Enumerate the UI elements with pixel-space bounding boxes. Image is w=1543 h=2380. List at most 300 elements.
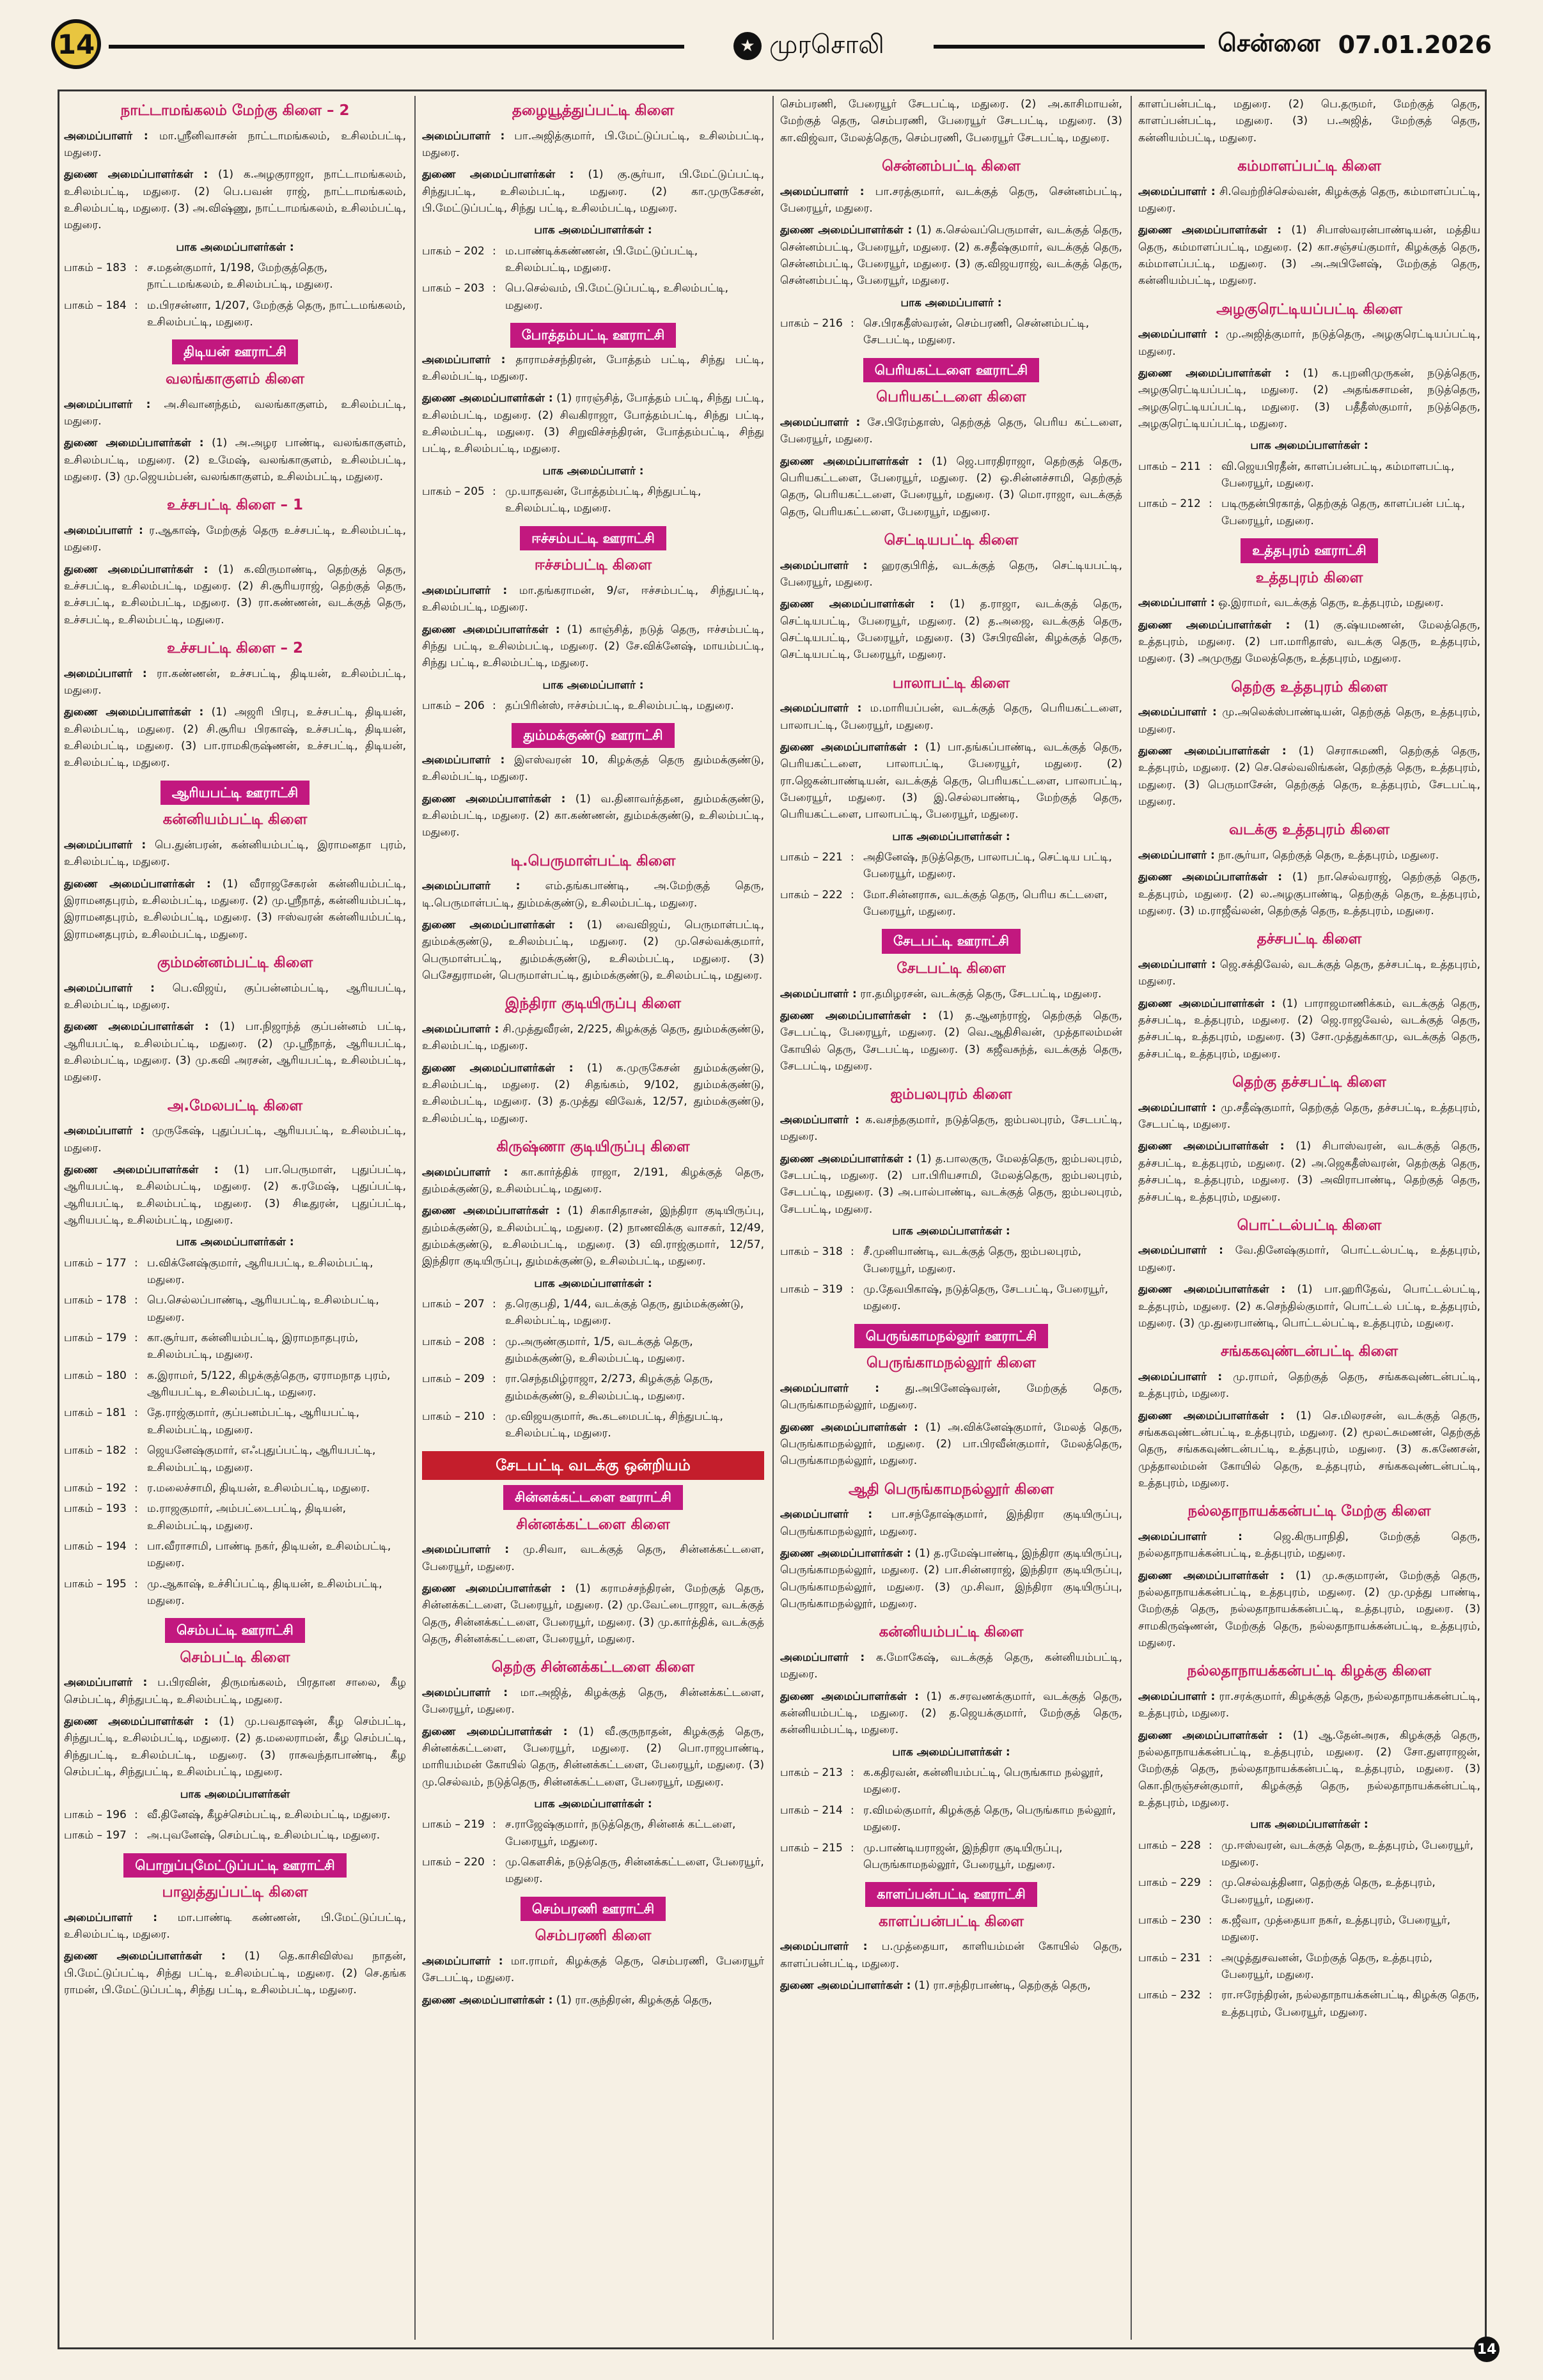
role-names: மா.அஜித், கிழக்குத் தெரு, சின்னக்கட்டளை, பேரையூர், மதுரை. [422, 1686, 764, 1716]
booth-number: பாகம் – 228 [1138, 1839, 1201, 1852]
role-label: துணை அமைப்பாளர்கள் : [1138, 871, 1283, 884]
booth-number: பாகம் – 210 [422, 1410, 485, 1424]
role-entry [422, 1580, 764, 1647]
role-entry [422, 1992, 764, 2009]
role-names: பா.அஜித்குமார், பி.மேட்டுப்பட்டி, உசிலம்பட்டி, மதுரை. [422, 129, 764, 159]
branch-section [1138, 1500, 1480, 1651]
booth-name: ம.ராஜகுமார், அம்பட்டைபட்டி, திடியன், உசிலம்பட்டி, மதுரை. [147, 1502, 346, 1532]
role-label: துணை அமைப்பாளர்கள் : [1138, 1729, 1283, 1742]
booth-subheading: பாக அமைப்பாளர்கள் : [534, 1797, 652, 1810]
role-names: (1) த.பாலகுரு, மேலத்தெரு, ஐம்பலபுரம், சேடபட்டி, மதுரை. (2) பா.பிரியசாமி, மேலத்தெரு, ஐம்பலபுரம், சேடபட்டி, மதுரை. (3) அ.பால்பாண்டி, வடக்குத் தெரு, ஐம்பலபுரம், சேடபட்டி, மதுரை. [780, 1152, 1122, 1216]
role-names: ரா.கண்ணன், உச்சபட்டி, திடியன், உசிலம்பட்டி, மதுரை. [64, 667, 406, 697]
booth-colon: : [492, 1410, 496, 1424]
role-names: எம்.தங்கபாண்டி, அ.மேற்குத் தெரு, டி.பெருமாள்பட்டி, தும்மக்குண்டு, உசிலம்பட்டி, மதுரை. [422, 880, 764, 910]
branch-heading: உத்தபுரம் கிளை [1255, 569, 1363, 586]
role-entry [780, 96, 1122, 146]
elephant-logo-icon: ★ [733, 32, 762, 60]
role-entry [1138, 1567, 1480, 1652]
role-label: துணை அமைப்பாளர்கள் : [64, 1715, 208, 1729]
branch-section [422, 1451, 764, 1647]
role-names: (1) பா.பெருமாள், புதுப்பட்டி, ஆரியபட்டி, உசிலம்பட்டி, மதுரை. (2) க.ரமேஷ், புதுப்பட்டி, ஆரியபட்டி, உசிலம்பட்டி, மதுரை. (3) சிடீதுரன், புதுப்பட்டி, ஆரியபட்டி, உசிலம்பட்டி, மதுரை. [64, 1163, 406, 1227]
role-entry [422, 390, 764, 457]
role-names: ப.பிரவின், திருமங்கலம், பிரதான சாலை, கீழ செம்பட்டி, சிந்துபட்டி, உசிலம்பட்டி, மதுரை. [64, 1676, 406, 1706]
masthead-brand [691, 27, 927, 65]
role-label: துணை அமைப்பாளர்கள் : [422, 623, 560, 636]
booth-row [1138, 1874, 1480, 1908]
role-names: ஒ.இராமர், வடக்குத் தெரு, உத்தபுரம், மதுரை. [1218, 596, 1444, 610]
dateline-city: சென்னை [1218, 29, 1320, 57]
booth-name: ர.மலைச்சாமி, திடியன், உசிலம்பட்டி, மதுரை. [147, 1481, 370, 1495]
booth-name: ம.பிரசன்னா, 1/207, மேற்குத் தெரு, நாட்டமங்கலம், உசிலம்பட்டி, மதுரை. [147, 299, 406, 329]
booth-name: க.கதிரவன், கன்னியம்பட்டி, பெருங்காம நல்லூர், மதுரை. [863, 1766, 1104, 1796]
booth-colon: : [1209, 1839, 1212, 1852]
role-entry [780, 1151, 1122, 1218]
role-names: ப.முத்தையா, காளியம்மன் கோயில் தெரு, காளப்பன்பட்டி, மதுரை. [780, 1940, 1122, 1970]
role-label: துணை அமைப்பாளர்கள் : [780, 224, 912, 237]
column-2 [422, 96, 764, 2340]
role-label: துணை அமைப்பாளர்கள் : [780, 1547, 911, 1560]
role-names: (1) வைவிஜய், பெருமாள்பட்டி, தும்மக்குண்டு, உசிலம்பட்டி, மதுரை. (2) மு.செல்வக்குமார், பெருமாள்பட்டி, தும்மக்குண்டு, உசிலம்பட்டி, மதுரை. (3) பெசேதுராமன், பெருமாள்பட்டி, தும்மக்குண்டு, உசிலம்பட்டி, மதுரை. [422, 918, 764, 982]
role-names: மா.தங்கராமன், 9/எ, ஈச்சம்பட்டி, சிந்துபட்டி, உசிலம்பட்டி, மதுரை. [422, 584, 764, 614]
booth-subheading: பாக அமைப்பாளர்கள் : [534, 1277, 652, 1290]
booth-number: பாகம் – 202 [422, 244, 485, 258]
branch-heading: நல்லதாநாயக்கன்பட்டி கிழக்கு கிளை [1187, 1663, 1432, 1680]
role-label: அமைப்பாளர் : [1138, 706, 1217, 719]
booth-number: பாகம் – 216 [780, 317, 843, 331]
role-names: மு.சதீஷ்குமார், தெற்குத் தெரு, தச்சபட்டி, உத்தபுரம், சேடபட்டி, மதுரை. [1138, 1101, 1480, 1132]
role-label: துணை அமைப்பாளர்கள் : [780, 455, 923, 468]
role-names: (1) வீ.குருநாதன், கிழக்குத் தெரு, சின்னக்கட்டளை, பேரையூர், மதுரை. (2) பொ.ராஜபாண்டி, மாரியம்மன் கோயில் தெரு, சின்னக்கட்டளை, பேரையூர், மதுரை. (3) மு.செல்வம், நடுத்தெரு, சின்னக்கட்டளை, பேரையூர், மதுரை. [422, 1725, 764, 1789]
role-names: (1) க.புறனிமுருகன், நடுத்தெரு, அழகுரெட்டியப்பட்டி, மதுரை. (2) அதங்கசாமன், நடுத்தெரு, அழகுரெட்டியப்பட்டி, மதுரை. (3) பதீதீஸ்குமார், நடுத்தெரு, அழகுரெட்டியப்பட்டி, மதுரை. [1138, 367, 1480, 431]
branch-section [1138, 1215, 1480, 1332]
role-entry [422, 352, 764, 385]
booth-row [1138, 1912, 1480, 1946]
role-entry [780, 1380, 1122, 1414]
role-entry [780, 739, 1122, 823]
role-label: துணை அமைப்பாளர்கள் : [422, 168, 574, 182]
branch-section [780, 1084, 1122, 1314]
branch-heading: சேடபட்டி கிளை [897, 960, 1006, 977]
role-label: அமைப்பாளர் : [1138, 958, 1216, 972]
booth-number: பாகம் – 232 [1138, 1989, 1201, 2002]
branch-section [1138, 819, 1480, 919]
role-entry [1138, 1242, 1480, 1276]
role-entry [1138, 869, 1480, 919]
branch-section [64, 781, 406, 943]
booth-subheading: பாக அமைப்பாளர்கள் : [1250, 1818, 1368, 1832]
role-entry [780, 1112, 1122, 1146]
booth-row [1138, 1837, 1480, 1871]
role-names: (1) க.சரவணக்குமார், வடக்குத் தெரு, கன்னியம்பட்டி, மதுரை. (2) த.ஜெயக்குமார், மேற்குத் தெரு, கன்னியம்பட்டி, மதுரை. [780, 1690, 1122, 1737]
booth-name: அதினேஷ், நடுத்தெரு, பாலாபட்டி, செட்டிய பட்டி, பேரையூர், மதுரை. [863, 851, 1113, 881]
branch-heading: தெற்கு உத்தபுரம் கிளை [1231, 678, 1388, 696]
role-names: பா.சரத்குமார், வடக்குத் தெரு, சென்னம்பட்டி, பேரையூர், மதுரை. [780, 185, 1122, 215]
role-entry [64, 876, 406, 943]
role-names: ஜெ.கிருபாநிதி, மேற்குத் தெரு, நல்லதாநாயக்கன்பட்டி, உத்தபுரம், மதுரை. [1138, 1530, 1480, 1560]
role-entry [1138, 222, 1480, 289]
branch-section [780, 1324, 1122, 1470]
masthead-rule-left [109, 45, 684, 49]
branch-section [64, 952, 406, 1086]
booth-number: பாகம் – 205 [422, 485, 485, 499]
role-names: (1) நா.செல்வராஜ், தெற்குத் தெரு, உத்தபுரம், மதுரை. (2) ல.அழகுபாண்டி, தெற்குத் தெரு, உத்தபுரம், மதுரை. (3) ம.ராஜீவ்லன், தெற்குத் தெரு, உத்தபுரம், மதுரை. [1138, 871, 1480, 918]
role-entry [422, 1723, 764, 1791]
role-names: (1) காஞ்சித், நடுத் தெரு, ஈச்சம்பட்டி, சிந்து பட்டி, உசிலம்பட்டி, மதுரை. (2) சே.விக்னேஷ், மாயம்பட்டி, சிந்து பட்டி, உசிலம்பட்டி, மதுரை. [422, 623, 764, 670]
role-label: அமைப்பாளர் : [422, 1686, 508, 1699]
role-label: துணை அமைப்பாளர்கள் : [64, 1020, 209, 1034]
role-label: அமைப்பாளர் : [780, 1651, 865, 1665]
role-entry [422, 1684, 764, 1718]
role-names: (1) ஆ.தேன்அரசு, கிழக்குத் தெரு, நல்லதாநாயக்கன்பட்டி, உத்தபுரம், மதுரை. (2) சோ.துளராஜன், மேற்குத் தெரு, நல்லதாநாயக்கன்பட்டி, உத்தபுரம், மதுரை. (3) கொ.நிருஞ்சன்குமார், கிழக்குத் தெரு, நல்லதாநாயக்கன்பட்டி, உத்தபுரம், மதுரை. [1138, 1729, 1480, 1809]
booth-name: மு.விஜயகுமார், கூ.கடமைபட்டி, சிந்துபட்டி, உசிலம்பட்டி, மதுரை. [505, 1410, 723, 1440]
booth-colon: : [492, 1855, 496, 1869]
booth-number: பாகம் – 192 [64, 1481, 127, 1495]
role-entry [64, 665, 406, 699]
role-label: துணை அமைப்பாளர்கள் : [422, 1582, 566, 1595]
role-label: அமைப்பாளர் : [1138, 1101, 1216, 1114]
branch-section [422, 100, 764, 314]
booth-name: அழுத்துசவனன், மேற்குத் தெரு, உத்தபுரம், பேரையூர், மதுரை. [1221, 1951, 1433, 1982]
booth-name: மு.ஆகாஷ், உச்சிப்பட்டி, திடியன், உசிலம்பட்டி, மதுரை. [147, 1577, 382, 1607]
role-entry [780, 700, 1122, 734]
booth-row [780, 1802, 1122, 1836]
booth-number: பாகம் – 183 [64, 261, 127, 275]
role-entry [64, 704, 406, 771]
role-names: (1) அ.விக்னேஷ்குமார், மேலத் தெரு, பெருங்காமநல்லூர், மதுரை. (2) பா.பிரவீன்குமார், மேலத்தெரு, பெருங்காமநல்லூர், மதுரை. [780, 1420, 1122, 1468]
role-label: அமைப்பாளர் : [422, 1954, 503, 1968]
role-names: (1) த.ஆனந்ராஜ், தெற்குத் தெரு, சேடபட்டி, பேரையூர், மதுரை. (2) வெ.ஆதிசிவன், முத்தாலம்மன் கோயில் தெரு, சேடபட்டி, மதுரை. (3) கஜீவசுந்த், வடக்குத் தெரு, சேடபட்டி, மதுரை. [780, 1009, 1122, 1073]
booth-number: பாகம் – 179 [64, 1332, 127, 1345]
booth-colon: : [492, 1373, 496, 1386]
booth-number: பாகம் – 195 [64, 1577, 127, 1591]
role-label: அமைப்பாளர் : [64, 1124, 145, 1138]
role-label: அமைப்பாளர் : [780, 416, 861, 429]
panchayat-label: ஈச்சம்பட்டி ஊராட்சி [520, 526, 666, 551]
branch-heading: பாலுத்துப்பட்டி கிளை [162, 1884, 308, 1901]
booth-number: பாகம் – 219 [422, 1818, 485, 1832]
role-entry [422, 878, 764, 912]
branch-section [780, 358, 1122, 520]
role-label: துணை அமைப்பாளர்கள் : [780, 1420, 918, 1434]
role-entry [64, 1123, 406, 1156]
booth-name: க.ஜீவா, முத்தையா நகர், உத்தபுரம், பேரையூர், மதுரை. [1221, 1914, 1451, 1944]
booth-row [64, 1827, 406, 1844]
role-label: துணை அமைப்பாளர்கள் : [64, 1950, 226, 1963]
booth-colon: : [1209, 1876, 1212, 1890]
booth-number: பாகம் – 208 [422, 1335, 485, 1348]
role-label: துணை அமைப்பாளர்கள் : [1138, 618, 1290, 632]
role-entry [780, 1506, 1122, 1540]
branch-section [1138, 928, 1480, 1062]
booth-number: பாகம் – 212 [1138, 497, 1201, 511]
branch-heading: டி.பெருமாள்பட்டி கிளை [510, 852, 676, 869]
role-names: ரா.சரக்குமார், கிழக்குத் தெரு, நல்லதாநாயக்கன்பட்டி, உத்தபுரம், மதுரை. [1138, 1690, 1480, 1720]
role-names: (1) ரா.சந்திரபாண்டி, தெற்குத் தெரு, [914, 1979, 1091, 1993]
role-label: அமைப்பாளர் : [1138, 185, 1216, 198]
booth-colon: : [134, 1332, 138, 1345]
booth-row [64, 1330, 406, 1364]
role-label: அமைப்பாளர் : [1138, 596, 1215, 610]
booth-colon: : [850, 317, 854, 331]
booth-colon: : [492, 282, 496, 295]
role-entry [64, 128, 406, 162]
booth-row [780, 315, 1122, 349]
booth-row [422, 243, 764, 277]
booth-row [64, 297, 406, 331]
role-label: துணை அமைப்பாளர்கள் : [780, 1979, 911, 1993]
role-names: (1) ஜெ.பாரதிராஜா, தெற்குத் தெரு, பெரியகட்டளை, பேரையூர், மதுரை. (2) ஒ.சின்னச்சாமி, தெற்குத் தெரு, பெரியகட்டளை, பேரையூர், மதுரை. (3) மொ.ராஜா, வடக்குத் தெரு, பெரியகட்டளை, பேரையூர், மதுரை. [780, 455, 1122, 518]
booth-colon: : [850, 1245, 854, 1259]
role-label: துணை அமைப்பாளர்கள் : [1138, 1140, 1285, 1153]
booth-name: படிருதன்பிரகாத், தெற்குத் தெரு, காளப்பன் பட்டி, பேரையூர், மதுரை. [1221, 497, 1466, 527]
role-label: துணை அமைப்பாளர்கள் : [780, 1009, 927, 1023]
role-label: அமைப்பாளர் : [64, 838, 146, 852]
role-label: துணை அமைப்பாளர்கள் : [780, 1152, 912, 1165]
branch-section [1138, 1660, 1480, 2021]
role-names: சி.முத்துவீரன், 2/225, கிழக்குத் தெரு, தும்மக்குண்டு, உசிலம்பட்டி, மதுரை. [422, 1022, 764, 1053]
booth-colon: : [134, 1256, 138, 1270]
branch-section [780, 1479, 1122, 1613]
panchayat-label: போத்தம்பட்டி ஊராட்சி [510, 323, 677, 348]
role-label: அமைப்பாளர் : [780, 1940, 868, 1954]
booth-row [422, 697, 764, 714]
booth-name: மு.செல்வத்தினா, தெற்குத் தெரு, உத்தபுரம், பேரையூர், மதுரை. [1221, 1876, 1436, 1906]
role-names: பெ.விஜய், குப்பன்னம்பட்டி, ஆரியபட்டி, உசிலம்பட்டி, மதுரை. [64, 981, 406, 1011]
booth-colon: : [1209, 1914, 1212, 1927]
role-names: காளப்பன்பட்டி, மதுரை. (2) பெ.தருமர், மேற்குத் தெரு, காளப்பன்பட்டி, மதுரை. (3) ப.அஜித், மேற்குத் தெரு, கன்னியம்பட்டி, மதுரை. [1138, 98, 1480, 144]
booth-row [422, 1816, 764, 1850]
role-names: (1) த.ரமேஷ்பாண்டி, இந்திரா குடியிருப்பு, பெருங்காமநல்லூர், மதுரை. (2) பா.சின்னராஜ், இந்திரா குடியிருப்பு, பெருங்காமநல்லூர், மதுரை. (3) மு.சிவா, இந்திரா குடியிருப்பு, பெருங்காமநல்லூர், மதுரை. [780, 1547, 1122, 1611]
role-names: (1) பா.நிஜாந்த் குப்பன்னம் பட்டி, ஆரியபட்டி, உசிலம்பட்டி, மதுரை. (2) மு.ஸ்ரீநாத், ஆரியபட்டி, உசிலம்பட்டி, மதுரை. (3) மு.கவி அரசன், ஆரியபட்டி, உசிலம்பட்டி, மதுரை. [64, 1020, 406, 1084]
booth-colon: : [492, 485, 496, 499]
branch-heading: ஆதி பெருங்காமநல்லூர் கிளை [848, 1481, 1054, 1498]
booth-number: பாகம் – 214 [780, 1803, 843, 1817]
role-names: மு.சிவா, வடக்குத் தெரு, சின்னக்கட்டளை, பேரையூர், மதுரை. [422, 1543, 764, 1573]
role-label: அமைப்பாளர் : [422, 584, 508, 597]
booth-row [64, 1292, 406, 1326]
branch-section [780, 155, 1122, 349]
role-label: அமைப்பாளர் : [780, 185, 865, 198]
panchayat-label: சேடபட்டி ஊராட்சி [882, 929, 1021, 954]
role-label: அமைப்பாளர் : [64, 398, 151, 411]
role-label: அமைப்பாளர் : [780, 1114, 859, 1127]
role-entry [1138, 617, 1480, 667]
role-names: (1) கராமச்சந்திரன், மேற்குத் தெரு, சின்னக்கட்டளை, பேரையூர், மதுரை. (2) மு.வேட்டைராஜா, வடக்குத் தெரு, சின்னக்கட்டளை, பேரையூர், மதுரை. (3) மு.கார்த்திக், வடக்குத் தெரு, சின்னக்கட்டளை, பேரையூர், மதுரை. [422, 1582, 764, 1645]
role-entry [780, 453, 1122, 520]
role-label: துணை அமைப்பாளர்கள் : [64, 563, 208, 576]
role-names: (1) கு.ஷ்யமணன், மேலத்தெரு, உத்தபுரம், மதுரை. (2) பா.மாரிதாஸ், வடக்கு தெரு, உத்தபுரம், மதுரை. (3) அமுருது மேலத்தெரு, உத்தபுரம், மதுரை. [1138, 618, 1480, 665]
booth-row [780, 1281, 1122, 1315]
booth-name: பெ.செல்வம், பி.மேட்டுப்பட்டி, உசிலம்பட்டி, மதுரை. [505, 282, 728, 312]
branch-heading: கன்னியம்பட்டி கிளை [162, 811, 308, 828]
booth-colon: : [492, 699, 496, 712]
role-label: துணை அமைப்பாளர்கள் : [422, 918, 574, 931]
branch-section [1138, 538, 1480, 667]
role-label: துணை அமைப்பாளர்கள் : [422, 392, 553, 405]
role-entry [780, 222, 1122, 289]
role-entry [1138, 96, 1480, 146]
column-3 [780, 96, 1122, 2340]
branch-section [422, 526, 764, 715]
role-label: அமைப்பாளர் : [1138, 849, 1215, 862]
role-label: துணை அமைப்பாளர்கள் : [1138, 745, 1287, 758]
panchayat-label: பெரியகட்டளை ஊராட்சி [863, 358, 1040, 383]
booth-colon: : [134, 1294, 138, 1307]
booth-subheading: பாக அமைப்பாளர்கள் : [1250, 439, 1368, 453]
role-names: (1) பா.ஹரிதேவ், பொட்டல்பட்டி, உத்தபுரம், மதுரை. (2) க.செந்தில்குமார், பொட்டல் பட்டி, உத்தபுரம், மதுரை. (3) மு.துரைபாண்டி, பொட்டல்பட்டி, உத்தபுரம், மதுரை. [1138, 1283, 1480, 1330]
column-divider [772, 96, 774, 2340]
branch-heading: கன்னியம்பட்டி கிளை [879, 1624, 1024, 1641]
role-entry [422, 128, 764, 162]
branch-heading: இந்திரா குடியிருப்பு கிளை [505, 995, 681, 1013]
role-entry [780, 1007, 1122, 1075]
role-entry [64, 1909, 406, 1943]
role-label: அமைப்பாளர் : [64, 1911, 158, 1924]
role-entry [780, 183, 1122, 217]
branch-section [64, 1095, 406, 1610]
dateline [1205, 26, 1492, 64]
panchayat-label: ஆரியபட்டி ஊராட்சி [161, 781, 309, 805]
role-entry [422, 1021, 764, 1055]
role-label: துணை அமைப்பாளர்கள் : [1138, 997, 1276, 1010]
role-entry [1138, 1528, 1480, 1562]
role-names: மு.அலெக்ஸ்பாண்டியன், தெற்குத் தெரு, உத்தபுரம், மதுரை. [1138, 706, 1480, 736]
booth-subheading: பாக அமைப்பாளர் : [542, 678, 644, 692]
role-entry [780, 414, 1122, 448]
role-names: (1) அஜரி பிரபு, உச்சபட்டி, திடியன், உசிலம்பட்டி, மதுரை. (2) சி.சூரிய பிரகாஷ், உச்சபட்டி, திடியன், உசிலம்பட்டி, மதுரை. (3) பா.ராமகிருஷ்ணன், உச்சபட்டி, திடியன், உசிலம்பட்டி, மதுரை. [64, 706, 406, 770]
footer-page-number: 14 [1474, 2337, 1500, 2362]
booth-row [64, 1255, 406, 1289]
brand-name: முரசொலி [769, 29, 884, 59]
booth-row [64, 1576, 406, 1610]
role-entry [780, 1649, 1122, 1683]
branch-section [780, 929, 1122, 1075]
booth-name: மு.தேவபிகாஷ், நடுத்தெரு, சேடபட்டி, பேரையூர், மதுரை. [863, 1283, 1109, 1313]
page-number-badge: 14 [51, 19, 101, 69]
branch-heading: தெற்கு தச்சபட்டி கிளை [1232, 1074, 1386, 1091]
role-entry [64, 1948, 406, 1998]
role-names: (1) மு.பவதாஷன், கீழ செம்பட்டி, சிந்துபட்டி, உசிலம்பட்டி, மதுரை. (2) த.மலைராமன், கீழ செம்பட்டி, சிந்துபட்டி, உசிலம்பட்டி, மதுரை. (3) ராசுவந்தாபாண்டி, கீழ செம்பட்டி, சிந்துபட்டி, உசிலம்பட்டி, மதுரை. [64, 1715, 406, 1779]
booth-colon: : [850, 888, 854, 901]
role-names: கா.கார்த்திக் ராஜா, 2/191, கிழக்குத் தெரு, தும்மக்குண்டு, உசிலம்பட்டி, மதுரை. [422, 1165, 764, 1195]
booth-name: ரா.செந்தமிழ்ராஜா, 2/273, கிழக்குத் தெரு, தும்மக்குண்டு, உசிலம்பட்டி, மதுரை. [505, 1373, 713, 1403]
role-entry [422, 917, 764, 984]
branch-heading: அழகுரெட்டியப்பட்டி கிளை [1216, 300, 1402, 318]
branch-heading: ஐம்பலபுரம் கிளை [890, 1086, 1012, 1103]
branch-section [1138, 299, 1480, 529]
role-label: அமைப்பாளர் : [64, 667, 147, 680]
role-label: துணை அமைப்பாளர்கள் : [1138, 1283, 1286, 1296]
role-label: அமைப்பாளர் : [422, 880, 521, 893]
branch-heading: செட்டியபட்டி கிளை [884, 532, 1019, 549]
booth-subheading: பாக அமைப்பாளர் : [542, 464, 644, 478]
branch-heading: செம்பரணி கிளை [535, 1927, 652, 1945]
booth-number: பாகம் – 180 [64, 1369, 127, 1382]
booth-number: பாகம் – 196 [64, 1808, 127, 1821]
branch-heading: சின்னக்கட்டளை கிளை [516, 1516, 670, 1533]
booth-row [1138, 1987, 1480, 2021]
booth-name: பா.வீராசாமி, பாண்டி நகர், திடியன், உசிலம்பட்டி, மதுரை. [147, 1539, 391, 1570]
booth-name: தே.ராஜ்குமார், குப்பனம்பட்டி, ஆரியபட்டி, உசிலம்பட்டி, மதுரை. [147, 1406, 360, 1436]
panchayat-label: பொறுப்புமேட்டுப்பட்டி ஊராட்சி [123, 1853, 346, 1878]
branch-heading: வடக்கு உத்தபுரம் கிளை [1228, 821, 1390, 839]
booth-row [64, 260, 406, 293]
role-entry [780, 596, 1122, 663]
dateline-date: 07.01.2026 [1338, 31, 1492, 59]
role-names: மா.பாண்டி கண்ணன், பி.மேட்டுப்பட்டி, உசிலம்பட்டி, மதுரை. [64, 1911, 406, 1941]
booth-name: மு.கௌசிக், நடுத்தெரு, சின்னக்கட்டளை, பேரையூர், மதுரை. [505, 1855, 764, 1886]
role-names: மு.ராமர், தெற்குத் தெரு, சங்ககவுண்டன்பட்டி, உத்தபுரம், மதுரை. [1138, 1370, 1480, 1401]
booth-name: ர.விமல்குமார், கிழக்குத் தெரு, பெருங்காம நல்லூர், மதுரை. [863, 1803, 1116, 1834]
role-names: (1) சிபாஸ்வரன், வடக்குத் தெரு, தச்சபட்டி, உத்தபுரம், மதுரை. (2) அ.ஜெகதீஸ்வரன், தெற்குத் தெரு, தச்சபட்டி, உத்தபுரம், மதுரை. (3) அவிராபாண்டி, தெற்குத் தெரு, தச்சபட்டி, உத்தபுரம், மதுரை. [1138, 1140, 1480, 1204]
booth-name: தப்பிரின்ஸ், ஈச்சம்பட்டி, உசிலம்பட்டி, மதுரை. [505, 699, 734, 712]
role-entry [64, 1713, 406, 1780]
booth-row [780, 1243, 1122, 1277]
role-entry [1138, 956, 1480, 990]
role-entry [780, 986, 1122, 1002]
role-entry [64, 166, 406, 233]
role-entry [64, 522, 406, 556]
booth-row [1138, 495, 1480, 529]
booth-row [780, 887, 1122, 921]
booth-number: பாகம் – 319 [780, 1283, 843, 1296]
branch-heading: தழையூத்துப்பட்டி கிளை [512, 102, 675, 119]
booth-colon: : [1209, 1989, 1212, 2002]
branch-section [64, 339, 406, 485]
role-label: அமைப்பாளர் : [780, 1382, 880, 1395]
role-entry [422, 1164, 764, 1198]
booth-name: வீ.தினேஷ், கீழச்செம்பட்டி, உசிலம்பட்டி, மதுரை. [147, 1808, 391, 1821]
branch-section [64, 494, 406, 628]
booth-name: சீ.முனியாண்டி, வடக்குத் தெரு, ஐம்பலபுரம், பேரையூர், மதுரை. [863, 1245, 1082, 1275]
role-label: அமைப்பாளர் : [64, 981, 155, 995]
branch-heading: உச்சபட்டி கிளை – 1 [167, 497, 303, 514]
role-names: (1) மு.சுகுமாரன், மேற்குத் தெரு, நல்லதாநாயக்கன்பட்டி, உத்தபுரம், மதுரை. (2) மு.முத்து பாண்டி, மேற்குத் தெரு, நல்லதாநாயக்கன்பட்டி, உத்தபுரம், மதுரை. (3) சாமகிருஷ்ணன், மேற்குத் தெரு, நல்லதாநாயக்கன்பட்டி, உத்தபுரம், மதுரை. [1138, 1569, 1480, 1649]
booth-row [64, 1807, 406, 1823]
branch-heading: செம்பட்டி கிளை [180, 1649, 290, 1666]
booth-row [1138, 1950, 1480, 1984]
role-label: அமைப்பாளர் : [64, 524, 143, 537]
role-names: து.அபினேஷ்வரன், மேற்குத் தெரு, பெருங்காமநல்லூர், மதுரை. [780, 1382, 1122, 1412]
booth-colon: : [492, 1335, 496, 1348]
branch-section [780, 1621, 1122, 1873]
booth-name: அ.புவனேஷ், செம்பட்டி, உசிலம்பட்டி, மதுரை. [147, 1829, 380, 1842]
booth-number: பாகம் – 197 [64, 1829, 127, 1842]
role-names: பெ.துன்பரன், கன்னியம்பட்டி, இராமனதா புரம், உசிலம்பட்டி, மதுரை. [64, 838, 406, 869]
booth-row [64, 1480, 406, 1497]
booth-subheading: பாக அமைப்பாளர்கள் : [892, 1225, 1010, 1238]
booth-row [1138, 458, 1480, 492]
booth-colon: : [850, 1841, 854, 1855]
role-label: அமைப்பாளர் : [64, 1676, 148, 1690]
role-entry [1138, 1100, 1480, 1133]
role-entry [64, 980, 406, 1014]
booth-number: பாகம் – 318 [780, 1245, 843, 1259]
branch-heading: சென்னம்பட்டி கிளை [882, 158, 1021, 175]
branch-section [1138, 96, 1480, 146]
role-label: துணை அமைப்பாளர்கள் : [64, 437, 204, 450]
branch-section [780, 96, 1122, 146]
role-label: அமைப்பாளர் : [422, 353, 506, 366]
role-names: (1) க.அழகுராஜா, நாட்டாமங்கலம், உசிலம்பட்டி, மதுரை. (2) பெ.பவன் ராஜ், நாட்டாமங்கலம், உசிலம்பட்டி, மதுரை. (3) அ.விஷ்ணு, நாட்டாமங்கலம், உசிலம்பட்டி, மதுரை. [64, 168, 406, 232]
branch-heading: நல்லதாநாயக்கன்பட்டி மேற்கு கிளை [1187, 1503, 1431, 1520]
panchayat-label: செம்பட்டி ஊராட்சி [165, 1618, 305, 1643]
booth-number: பாகம் – 231 [1138, 1951, 1201, 1964]
branch-section [422, 323, 764, 517]
role-entry [64, 1018, 406, 1085]
role-entry [780, 1977, 1122, 1994]
booth-row [422, 1371, 764, 1404]
